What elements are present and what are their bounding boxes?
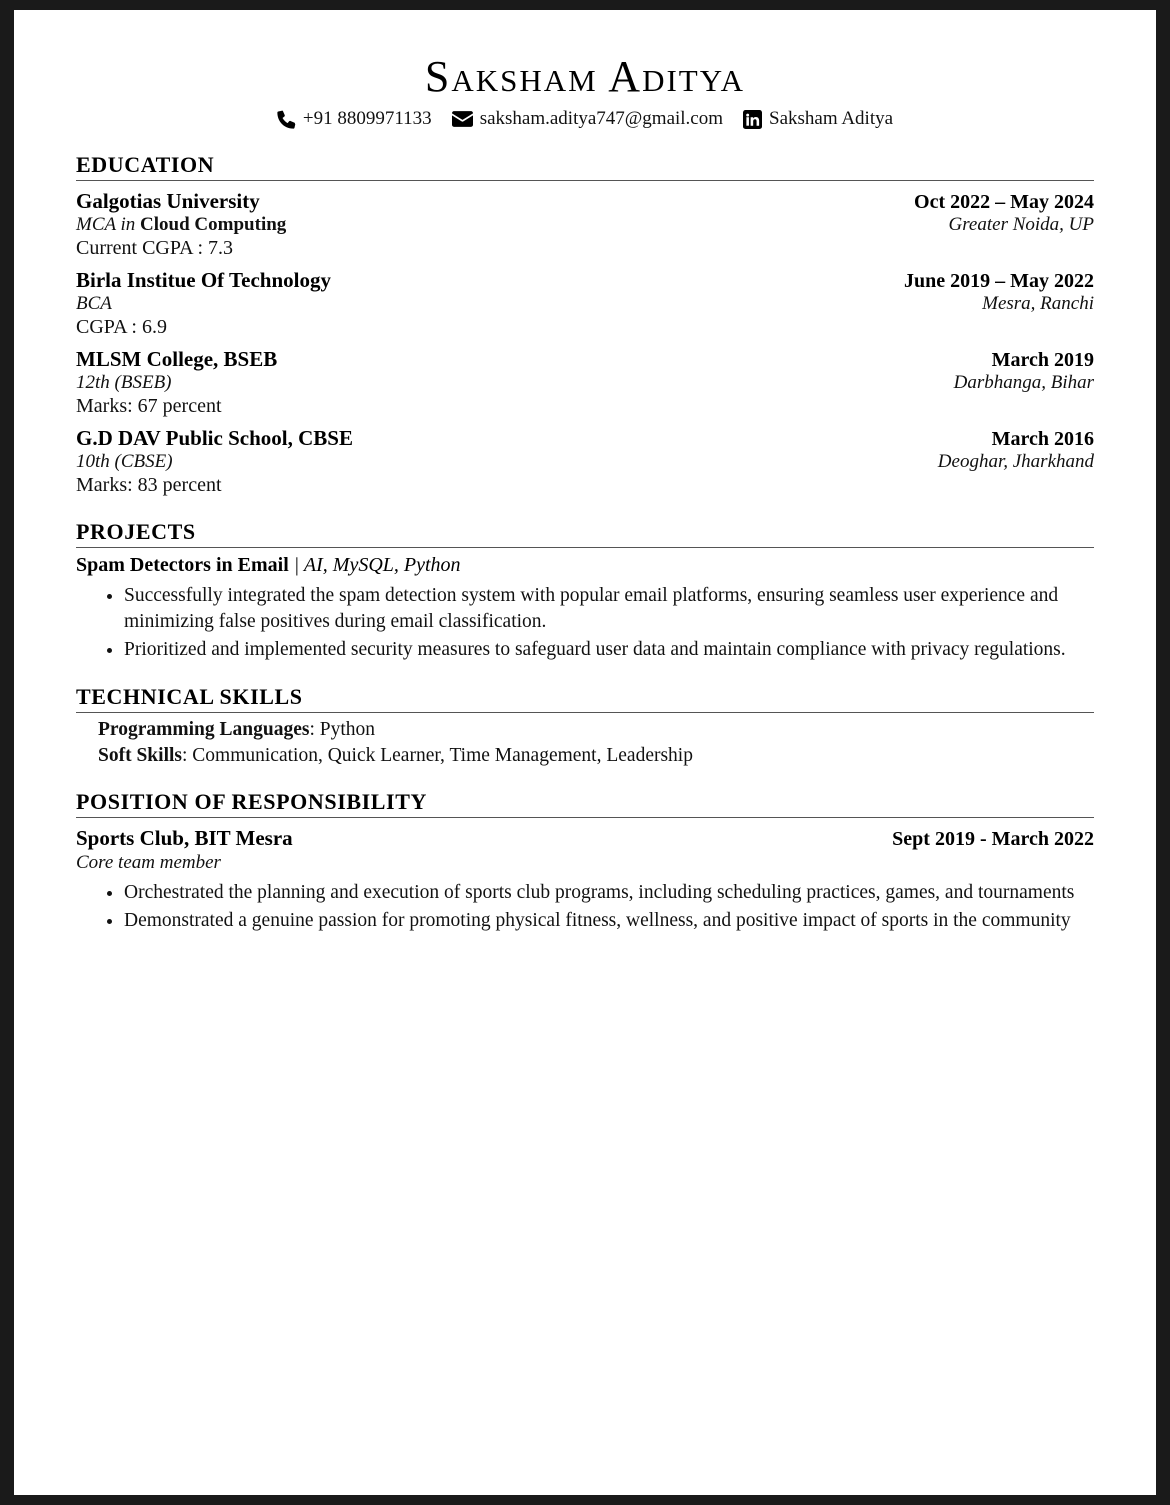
- skill-value: : Python: [309, 719, 375, 741]
- education-detail: Marks: 67 percent: [76, 395, 222, 418]
- education-entry: [76, 426, 1094, 497]
- education-org: MLSM College, BSEB: [76, 347, 278, 372]
- skill-label: Soft Skills: [98, 745, 182, 767]
- project-stack: AI, MySQL, Python: [303, 554, 461, 577]
- contact-email-text: saksham.aditya747@gmail.com: [479, 108, 724, 130]
- education-entry: [76, 189, 1094, 260]
- skill-label: Programming Languages: [98, 719, 310, 741]
- education-degree: 12th (BSEB): [76, 372, 172, 394]
- education-org: Galgotias University: [76, 189, 260, 214]
- divider: [76, 712, 1094, 713]
- skill-line: [98, 719, 1094, 741]
- project-name: Spam Detectors in Email: [76, 554, 289, 577]
- section-education: [76, 152, 1094, 497]
- education-location: Mesra, Ranchi: [982, 293, 1094, 315]
- skill-line: [98, 745, 1094, 767]
- list-item: • Successfully integrated the spam detection system with popular email platforms, ensuring seamless user experience and minimizing false positives during email classification.: [124, 583, 1094, 634]
- education-degree: 10th (CBSE): [76, 451, 173, 473]
- education-date: March 2019: [991, 349, 1094, 372]
- phone-icon: [277, 110, 296, 129]
- list-item: • Prioritized and implemented security measures to safeguard user data and maintain compliance with privacy regulations.: [124, 637, 1094, 663]
- section-technical-skills: [76, 684, 1094, 767]
- education-date: June 2019 – May 2022: [904, 270, 1094, 293]
- por-org: Sports Club, BIT Mesra: [76, 826, 293, 851]
- education-date: March 2016: [991, 428, 1094, 451]
- section-title-projects: PROJECTS: [76, 519, 196, 545]
- por-entry: [76, 826, 1094, 933]
- divider: [76, 547, 1094, 548]
- education-entry: [76, 268, 1094, 339]
- contact-email[interactable]: [452, 108, 723, 130]
- education-org: G.D DAV Public School, CBSE: [76, 426, 353, 451]
- project-separator: |: [288, 554, 304, 577]
- section-title-education: EDUCATION: [76, 152, 215, 178]
- education-location: Greater Noida, UP: [948, 214, 1094, 236]
- resume-header: [76, 54, 1094, 130]
- education-location: Deoghar, Jharkhand: [937, 451, 1094, 473]
- education-org: Birla Institue Of Technology: [76, 268, 331, 293]
- section-projects: [76, 519, 1094, 662]
- section-position-of-responsibility: [76, 789, 1094, 933]
- section-title-position-of-responsibility: POSITION OF RESPONSIBILITY: [76, 789, 427, 815]
- education-degree: MCA in Cloud Computing: [76, 214, 287, 236]
- page-title: Saksham Aditya: [424, 52, 746, 101]
- contact-linkedin[interactable]: [743, 108, 893, 130]
- contact-phone-text: +91 8809971133: [302, 108, 432, 130]
- por-bullets: [76, 880, 1094, 933]
- education-detail: Current CGPA : 7.3: [76, 237, 234, 260]
- contact-linkedin-text: Saksham Aditya: [769, 108, 894, 130]
- section-title-technical-skills: TECHNICAL SKILLS: [76, 684, 303, 710]
- email-icon: [452, 111, 473, 127]
- education-detail: CGPA : 6.9: [76, 316, 167, 339]
- list-item: • Demonstrated a genuine passion for promoting physical fitness, wellness, and positive impact of sports in the community: [124, 908, 1094, 934]
- contact-phone: [277, 108, 432, 130]
- education-location: Darbhanga, Bihar: [953, 372, 1094, 394]
- linkedin-icon: [743, 110, 762, 129]
- education-degree: BCA: [76, 293, 112, 315]
- por-date: Sept 2019 - March 2022: [892, 828, 1094, 851]
- education-date: Oct 2022 – May 2024: [914, 191, 1094, 214]
- education-entry: [76, 347, 1094, 418]
- resume-page: [14, 10, 1156, 1495]
- contact-line: [76, 108, 1094, 130]
- project-bullets: [76, 583, 1094, 662]
- education-detail: Marks: 83 percent: [76, 474, 222, 497]
- skill-value: : Communication, Quick Learner, Time Management, Leadership: [182, 745, 693, 767]
- divider: [76, 817, 1094, 818]
- por-role: Core team member: [76, 852, 221, 874]
- divider: [76, 180, 1094, 181]
- project-title: [76, 554, 1094, 577]
- list-item: • Orchestrated the planning and execution of sports club programs, including scheduling practices, games, and tournaments: [124, 880, 1094, 906]
